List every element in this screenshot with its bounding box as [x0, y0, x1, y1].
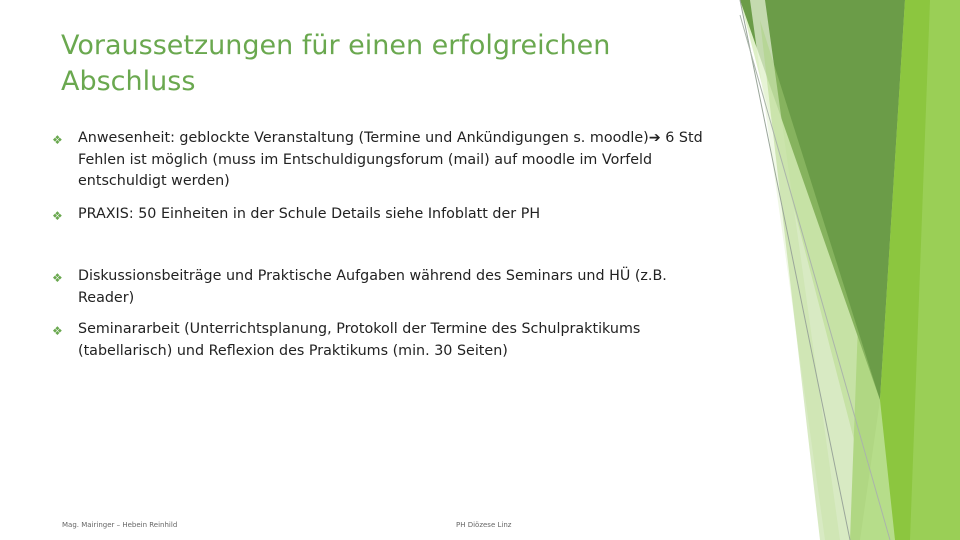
footer-author: Mag. Mairinger – Hebein Reinhild	[62, 521, 178, 529]
bullet-diamond-icon: ❖	[52, 324, 63, 338]
bullet-item	[52, 128, 708, 193]
title-line-2: Abschluss	[61, 66, 196, 97]
bullet-text: PRAXIS: 50 Einheiten in der Schule Details siehe Infoblatt der PH	[78, 206, 541, 222]
bullet-diamond-icon: ❖	[52, 271, 63, 285]
bullet-item	[52, 204, 708, 227]
bullet-item	[52, 266, 708, 309]
bullet-item	[52, 319, 708, 362]
bullet-text: Diskussionsbeiträge und Praktische Aufgaben während des Seminars und HÜ (z.B. Reader)	[78, 268, 667, 306]
bullet-diamond-icon: ❖	[52, 209, 63, 223]
slide-title	[61, 28, 701, 100]
bullet-text: Anwesenheit: geblockte Veranstaltung (Termine und Ankündigungen s. moodle)➔ 6 Std Fehlen ist möglich (muss im Entschuldigungsforum (mail) auf moodle im Vorfeld entschuldigt werden)	[78, 130, 703, 189]
title-line-1: Voraussetzungen für einen erfolgreichen	[61, 30, 611, 61]
footer-institution: PH Diözese Linz	[456, 521, 512, 529]
bullet-diamond-icon: ❖	[52, 133, 63, 147]
bullet-text: Seminararbeit (Unterrichtsplanung, Protokoll der Termine des Schulpraktikums (tabellarisch) und Reflexion des Praktikums (min. 30 Seiten)	[78, 321, 641, 359]
